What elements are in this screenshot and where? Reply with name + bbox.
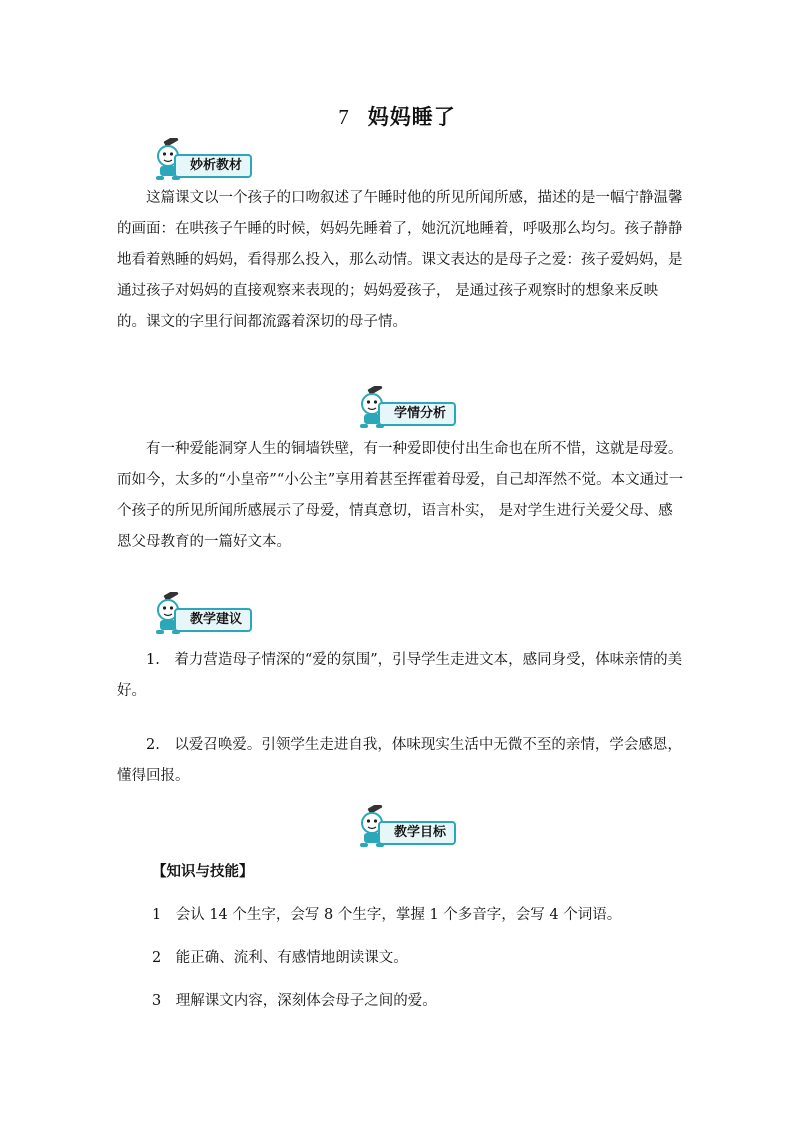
suggestion-item: 2. 以爱召唤爱。引领学生走进自我，体味现实生活中无微不至的亲情，学会感恩，懂得回报。 — [117, 737, 682, 784]
lesson-title: 妈妈睡了 — [367, 105, 456, 129]
goal-item: 2 能正确、流利、有感情地朗读课文。 — [152, 950, 408, 966]
badge-label: 妙析教材 — [174, 154, 252, 178]
goal-item: 3 理解课文内容，深刻体会母子之间的爱。 — [152, 993, 437, 1009]
analysis-text: 这篇课文以一个孩子的口吻叙述了午睡时他的所见所闻所感，描述的是一幅宁静温馨的画面：在哄孩子午睡的时候，妈妈先睡着了，她沉沉地睡着，呼吸那么均匀。孩子静静地看着熟睡的妈妈，看得那么投入，那么动情。课文表达的是母子之爱：孩子爱妈妈，是通过孩子对妈妈的直接观察来表现的；妈妈爱孩子， 是通过孩子观察时的想象来反映的。课文的字里行间都流露着深切的母子情。 — [117, 190, 683, 330]
page-title — [0, 101, 794, 131]
badge-label: 学情分析 — [378, 402, 456, 426]
lesson-number: 7 — [338, 105, 350, 129]
badge-label: 教学建议 — [174, 608, 252, 632]
goals-subheading: 【知识与技能】 — [152, 864, 254, 880]
students-text: 有一种爱能洞穿人生的铜墙铁壁，有一种爱即使付出生命也在所不惜，这就是母爱。而如今，太多的“小皇帝”“小公主”享用着甚至挥霍着母爱，自己却浑然不觉。本文通过一个孩子的所见所闻所感展示了母爱，情真意切，语言朴实， 是对学生进行关爱父母、感恩父母教育的一篇好文本。 — [117, 441, 684, 550]
suggestion-item: 1. 着力营造母子情深的“爱的氛围”，引导学生走进文本，感同身受，体味亲情的美好。 — [117, 652, 683, 699]
badge-label: 教学目标 — [378, 821, 456, 845]
goal-item: 1 会认 14 个生字，会写 8 个生字，掌握 1 个多音字，会写 4 个词语。 — [152, 907, 622, 923]
